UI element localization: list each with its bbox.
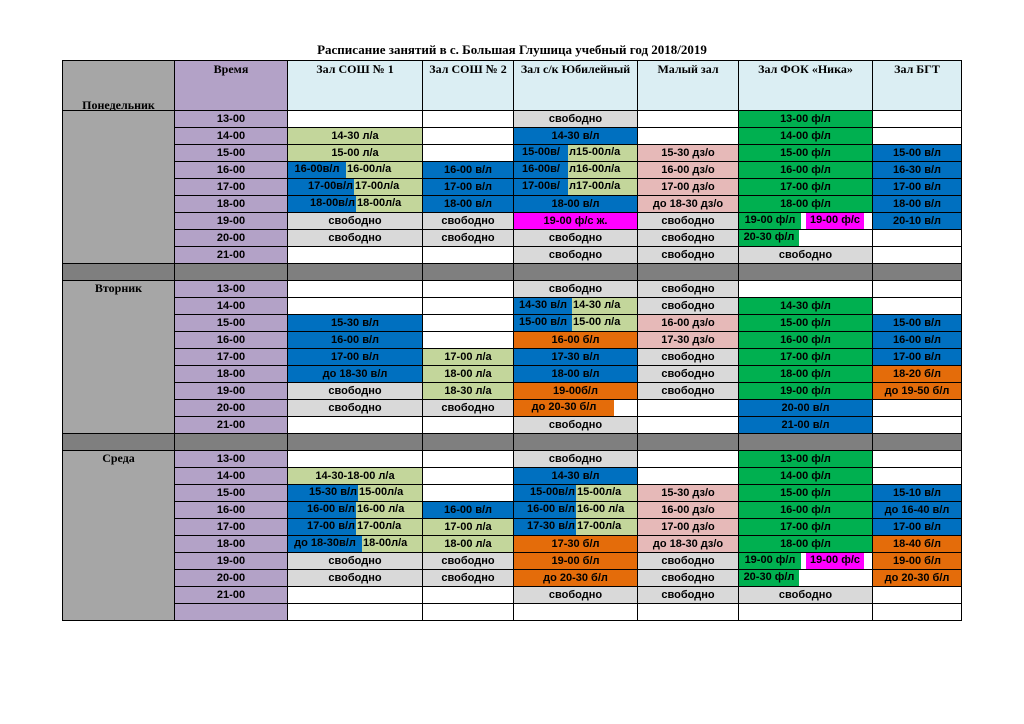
cell: 17-00 в/л xyxy=(873,349,962,366)
time-cell: 18-00 xyxy=(175,196,288,213)
cell xyxy=(514,502,638,519)
cell: 13-00 ф/л xyxy=(739,111,873,128)
table-row xyxy=(63,502,962,519)
header-hall-school-2: Зал СОШ № 2 xyxy=(423,61,514,111)
cell xyxy=(739,553,873,570)
cell xyxy=(288,281,423,298)
cell xyxy=(873,230,962,247)
time-cell xyxy=(175,604,288,621)
cell: 16-00 в/л xyxy=(423,162,514,179)
cell: свободно xyxy=(514,587,638,604)
cell-part: 17-00в/л xyxy=(288,179,354,195)
cell xyxy=(873,281,962,298)
cell: 14-30 в/л xyxy=(514,128,638,145)
cell: 16-00 б/л xyxy=(514,332,638,349)
header-time: Время xyxy=(175,61,288,111)
cell: 15-10 в/л xyxy=(873,485,962,502)
header-small-hall: Малый зал xyxy=(638,61,739,111)
day-label-tuesday: Вторник xyxy=(63,281,175,434)
table-row xyxy=(63,485,962,502)
cell xyxy=(873,400,962,417)
cell xyxy=(638,417,739,434)
cell xyxy=(514,179,638,196)
cell: 16-00 ф/л xyxy=(739,332,873,349)
cell-part: 15-00 л/а xyxy=(572,315,637,331)
cell-part: 14-30 л/а xyxy=(572,298,637,314)
cell: 16-00 ф/л xyxy=(739,502,873,519)
cell xyxy=(423,145,514,162)
time-cell: 20-00 xyxy=(175,230,288,247)
cell xyxy=(514,145,638,162)
table-row xyxy=(63,604,962,621)
cell: свободно xyxy=(638,247,739,264)
cell: 15-00 ф/л xyxy=(739,145,873,162)
cell: свободно xyxy=(638,553,739,570)
cell xyxy=(288,587,423,604)
time-cell: 21-00 xyxy=(175,417,288,434)
cell-part: 20-30 ф/л xyxy=(739,570,799,586)
time-cell: 21-00 xyxy=(175,247,288,264)
cell-part: л16-00л/а xyxy=(568,162,637,178)
table-row xyxy=(63,315,962,332)
separator xyxy=(288,264,423,281)
cell xyxy=(739,281,873,298)
table-row xyxy=(63,230,962,247)
cell: до 16-40 в/л xyxy=(873,502,962,519)
cell xyxy=(423,587,514,604)
separator xyxy=(175,264,288,281)
cell: свободно xyxy=(638,587,739,604)
table-row xyxy=(63,570,962,587)
cell-part: 17-00л/а xyxy=(576,519,637,535)
table-row xyxy=(63,145,962,162)
cell xyxy=(638,400,739,417)
cell xyxy=(288,111,423,128)
cell xyxy=(638,111,739,128)
cell: до 20-30 б/л xyxy=(873,570,962,587)
cell: 14-00 ф/л xyxy=(739,468,873,485)
cell: свободно xyxy=(288,400,423,417)
header-hall-bgt: Зал БГТ xyxy=(873,61,962,111)
separator xyxy=(63,434,175,451)
cell-part: л17-00л/а xyxy=(568,179,637,195)
cell: 14-30 ф/л xyxy=(739,298,873,315)
cell-part: 16-00 в/л xyxy=(514,502,576,518)
cell: 15-00 в/л xyxy=(873,145,962,162)
separator xyxy=(873,264,962,281)
cell: 17-00 дз/о xyxy=(638,519,739,536)
table-row xyxy=(63,383,962,400)
cell: 18-00 л/а xyxy=(423,536,514,553)
cell xyxy=(288,536,423,553)
cell xyxy=(514,519,638,536)
cell xyxy=(638,468,739,485)
cell: 18-00 ф/л xyxy=(739,366,873,383)
separator xyxy=(514,264,638,281)
cell: свободно xyxy=(739,587,873,604)
cell: 14-30 л/а xyxy=(288,128,423,145)
cell xyxy=(288,162,423,179)
cell-part: 16-00 л/а xyxy=(576,502,637,518)
cell: 17-00 ф/л xyxy=(739,349,873,366)
table-row xyxy=(63,162,962,179)
time-cell: 14-00 xyxy=(175,298,288,315)
cell-part: 18-00л/а xyxy=(356,196,422,212)
cell-part: 17-00в/ xyxy=(514,179,568,195)
time-cell: 20-00 xyxy=(175,400,288,417)
cell xyxy=(873,111,962,128)
cell: 15-30 дз/о xyxy=(638,145,739,162)
table-row xyxy=(63,196,962,213)
cell: свободно xyxy=(423,230,514,247)
cell: свободно xyxy=(514,417,638,434)
day-name: Понедельник xyxy=(82,98,155,112)
cell: 17-00 ф/л xyxy=(739,519,873,536)
cell xyxy=(423,468,514,485)
cell: 20-00 в/л xyxy=(739,400,873,417)
time-cell: 18-00 xyxy=(175,536,288,553)
cell: 15-00 в/л xyxy=(873,315,962,332)
table-row xyxy=(63,179,962,196)
cell: свободно xyxy=(423,400,514,417)
day-label-monday xyxy=(63,98,175,264)
cell: 17-30 б/л xyxy=(514,536,638,553)
cell xyxy=(873,247,962,264)
cell xyxy=(288,519,423,536)
cell: 19-00 б/л xyxy=(873,553,962,570)
separator xyxy=(739,434,873,451)
cell-part: 17-00л/а xyxy=(356,519,422,535)
table-row xyxy=(63,451,962,468)
cell xyxy=(288,502,423,519)
cell: 18-00 в/л xyxy=(514,196,638,213)
time-cell: 19-00 xyxy=(175,213,288,230)
cell: 17-00 л/а xyxy=(423,349,514,366)
separator-row xyxy=(63,264,962,281)
time-cell: 15-00 xyxy=(175,315,288,332)
cell: 16-00 в/л xyxy=(423,502,514,519)
cell: 18-00 в/л xyxy=(873,196,962,213)
cell-part: 16-00 в/л xyxy=(288,502,356,518)
cell: свободно xyxy=(638,230,739,247)
cell-part: 17-00л/а xyxy=(354,179,422,195)
cell-part: 18-00в/л xyxy=(288,196,356,212)
cell-part: до 18-30в/л xyxy=(288,536,362,552)
table-row xyxy=(63,247,962,264)
cell xyxy=(423,281,514,298)
time-cell: 17-00 xyxy=(175,349,288,366)
cell-part: 18-00л/а xyxy=(362,536,422,552)
cell: свободно xyxy=(638,383,739,400)
cell xyxy=(873,417,962,434)
cell: 18-40 б/л xyxy=(873,536,962,553)
cell: 16-00 дз/о xyxy=(638,162,739,179)
cell: 16-00 дз/о xyxy=(638,315,739,332)
cell xyxy=(514,162,638,179)
cell: 17-00 в/л xyxy=(873,179,962,196)
cell: свободно xyxy=(638,570,739,587)
cell-part: 16-00 л/а xyxy=(356,502,422,518)
cell: свободно xyxy=(288,553,423,570)
separator-row xyxy=(63,434,962,451)
cell: 15-30 в/л xyxy=(288,315,423,332)
cell: 16-00 ф/л xyxy=(739,162,873,179)
day-label-wednesday: Среда xyxy=(63,451,175,621)
cell: 19-00 б/л xyxy=(514,553,638,570)
table-row xyxy=(63,468,962,485)
cell xyxy=(514,400,638,417)
time-cell: 13-00 xyxy=(175,451,288,468)
cell xyxy=(873,298,962,315)
time-cell: 14-00 xyxy=(175,128,288,145)
time-cell: 15-00 xyxy=(175,485,288,502)
cell: свободно xyxy=(288,213,423,230)
cell: 20-10 в/л xyxy=(873,213,962,230)
cell: 21-00 в/л xyxy=(739,417,873,434)
cell: 14-00 ф/л xyxy=(739,128,873,145)
time-cell: 14-00 xyxy=(175,468,288,485)
table-row xyxy=(63,417,962,434)
cell: до 18-30 в/л xyxy=(288,366,423,383)
cell: свободно xyxy=(638,281,739,298)
table-row xyxy=(63,519,962,536)
cell xyxy=(514,485,638,502)
cell xyxy=(873,587,962,604)
cell: до 19-50 б/л xyxy=(873,383,962,400)
cell xyxy=(288,485,423,502)
cell xyxy=(423,604,514,621)
cell-part: 16-00л/а xyxy=(346,162,422,178)
separator xyxy=(873,434,962,451)
cell: до 18-30 дз/о xyxy=(638,536,739,553)
cell: до 20-30 б/л xyxy=(514,570,638,587)
time-cell: 17-00 xyxy=(175,519,288,536)
cell: 18-00 ф/л xyxy=(739,536,873,553)
header-hall-school-1: Зал СОШ № 1 xyxy=(288,61,423,111)
header-hall-nika: Зал ФОК «Ника» xyxy=(739,61,873,111)
cell xyxy=(423,128,514,145)
cell: 18-00 л/а xyxy=(423,366,514,383)
cell-part: 20-30 ф/л xyxy=(739,230,799,246)
cell xyxy=(514,298,638,315)
cell: 17-00 дз/о xyxy=(638,179,739,196)
cell-part: 15-00в/л xyxy=(514,485,576,501)
cell: 15-00 ф/л xyxy=(739,485,873,502)
cell: 15-00 л/а xyxy=(288,145,423,162)
cell: 15-30 дз/о xyxy=(638,485,739,502)
time-cell: 13-00 xyxy=(175,281,288,298)
cell xyxy=(423,417,514,434)
cell xyxy=(423,111,514,128)
cell: 18-20 б/л xyxy=(873,366,962,383)
cell-part: 19-00 ф/л xyxy=(739,213,801,229)
cell xyxy=(288,247,423,264)
cell-part: 19-00 ф/с xyxy=(806,213,864,229)
separator xyxy=(739,264,873,281)
schedule-table xyxy=(62,60,962,621)
cell xyxy=(873,604,962,621)
cell-part: 19-00 ф/л xyxy=(739,553,801,569)
time-cell: 17-00 xyxy=(175,179,288,196)
table-row xyxy=(63,536,962,553)
cell: 14-30 в/л xyxy=(514,468,638,485)
table-row xyxy=(63,281,962,298)
page-title: Расписание занятий в с. Большая Глушица учебный год 2018/2019 xyxy=(317,42,707,57)
separator xyxy=(638,434,739,451)
cell: 15-00 ф/л xyxy=(739,315,873,332)
cell-part: 15-00л/а xyxy=(576,485,637,501)
table-row xyxy=(63,111,962,128)
time-cell: 13-00 xyxy=(175,111,288,128)
table-row xyxy=(63,587,962,604)
cell xyxy=(739,604,873,621)
cell-part: до 20-30 б/л xyxy=(514,400,614,416)
cell: свободно xyxy=(638,298,739,315)
cell xyxy=(288,179,423,196)
cell: свободно xyxy=(423,553,514,570)
cell-part: 15-30 в/л xyxy=(288,485,358,501)
time-cell: 16-00 xyxy=(175,162,288,179)
cell xyxy=(739,230,873,247)
cell xyxy=(288,196,423,213)
cell: 18-00 ф/л xyxy=(739,196,873,213)
cell-part: 16-00в/л xyxy=(288,162,346,178)
cell: 18-00 в/л xyxy=(423,196,514,213)
table-row xyxy=(63,213,962,230)
cell xyxy=(423,332,514,349)
cell xyxy=(423,485,514,502)
cell xyxy=(288,298,423,315)
cell-part: 15-00в/ xyxy=(514,145,568,161)
cell: 17-00 ф/л xyxy=(739,179,873,196)
time-cell: 19-00 xyxy=(175,553,288,570)
separator xyxy=(514,434,638,451)
cell-part: 15-00л/а xyxy=(358,485,422,501)
time-cell: 19-00 xyxy=(175,383,288,400)
cell: свободно xyxy=(514,111,638,128)
cell: 19-00б/л xyxy=(514,383,638,400)
cell: 13-00 ф/л xyxy=(739,451,873,468)
cell xyxy=(423,315,514,332)
table-row xyxy=(63,366,962,383)
cell xyxy=(288,451,423,468)
time-cell: 18-00 xyxy=(175,366,288,383)
time-cell: 20-00 xyxy=(175,570,288,587)
cell xyxy=(423,451,514,468)
cell xyxy=(873,468,962,485)
cell: свободно xyxy=(423,213,514,230)
cell: 17-30 дз/о xyxy=(638,332,739,349)
cell: 18-30 л/а xyxy=(423,383,514,400)
cell xyxy=(288,417,423,434)
time-cell: 16-00 xyxy=(175,502,288,519)
cell-part: 17-30 в/л xyxy=(514,519,576,535)
cell: 16-00 в/л xyxy=(873,332,962,349)
cell: 17-30 в/л xyxy=(514,349,638,366)
separator xyxy=(288,434,423,451)
table-row xyxy=(63,128,962,145)
cell: 18-00 в/л xyxy=(514,366,638,383)
cell: 14-30-18-00 л/а xyxy=(288,468,423,485)
cell xyxy=(638,451,739,468)
cell: свободно xyxy=(638,213,739,230)
cell: свободно xyxy=(423,570,514,587)
cell: свободно xyxy=(638,349,739,366)
cell: 17-00 в/л xyxy=(423,179,514,196)
cell-part: 15-00 в/л xyxy=(514,315,572,331)
cell: 17-00 л/а xyxy=(423,519,514,536)
time-cell: 16-00 xyxy=(175,332,288,349)
cell xyxy=(288,604,423,621)
cell xyxy=(423,298,514,315)
cell-part: 14-30 в/л xyxy=(514,298,572,314)
cell: свободно xyxy=(288,570,423,587)
separator xyxy=(423,264,514,281)
cell: свободно xyxy=(514,281,638,298)
cell: 16-00 в/л xyxy=(288,332,423,349)
header-hall-yubileyny: Зал с/к Юбилейный xyxy=(514,61,638,111)
separator xyxy=(638,264,739,281)
cell: свободно xyxy=(514,247,638,264)
cell: свободно xyxy=(288,230,423,247)
cell xyxy=(514,604,638,621)
cell xyxy=(873,128,962,145)
cell: 19-00 ф/с ж. xyxy=(514,213,638,230)
cell: 17-00 в/л xyxy=(288,349,423,366)
cell: до 18-30 дз/о xyxy=(638,196,739,213)
cell xyxy=(423,247,514,264)
cell: свободно xyxy=(514,230,638,247)
header-row xyxy=(63,61,962,111)
table-row xyxy=(63,553,962,570)
separator xyxy=(423,434,514,451)
table-row xyxy=(63,400,962,417)
separator xyxy=(63,264,175,281)
table-row xyxy=(63,298,962,315)
time-cell: 15-00 xyxy=(175,145,288,162)
cell: 16-00 дз/о xyxy=(638,502,739,519)
table-row xyxy=(63,349,962,366)
cell: 19-00 ф/л xyxy=(739,383,873,400)
table-row xyxy=(63,332,962,349)
cell-part: 19-00 ф/с xyxy=(806,553,864,569)
cell: 17-00 в/л xyxy=(873,519,962,536)
cell xyxy=(514,315,638,332)
separator xyxy=(175,434,288,451)
cell: 16-30 в/л xyxy=(873,162,962,179)
cell-part: 16-00в/ xyxy=(514,162,568,178)
cell: свободно xyxy=(514,451,638,468)
cell: свободно xyxy=(638,366,739,383)
cell xyxy=(739,570,873,587)
cell-part: л15-00л/а xyxy=(568,145,637,161)
cell xyxy=(638,128,739,145)
cell: свободно xyxy=(288,383,423,400)
time-cell: 21-00 xyxy=(175,587,288,604)
cell: свободно xyxy=(739,247,873,264)
cell xyxy=(739,213,873,230)
cell xyxy=(873,451,962,468)
cell xyxy=(638,604,739,621)
cell-part: 17-00 в/л xyxy=(288,519,356,535)
